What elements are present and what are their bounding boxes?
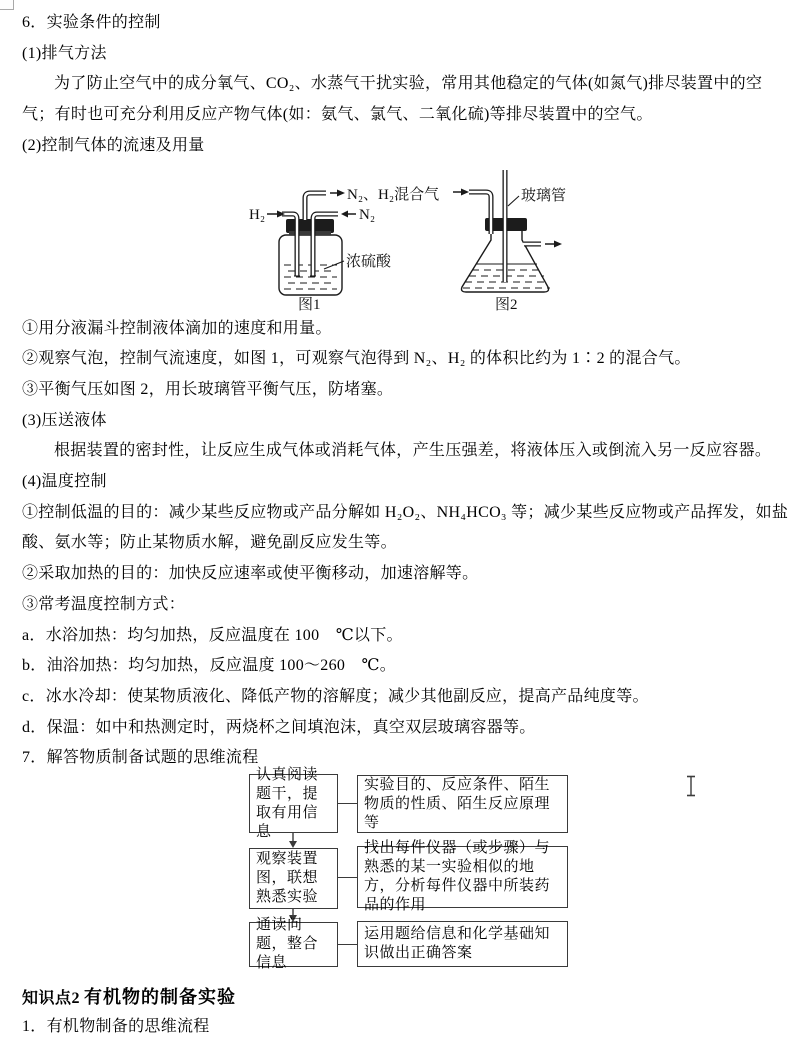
flowchart-down-arrow-1 xyxy=(287,832,299,848)
acid-label: 浓硫酸 xyxy=(346,253,392,270)
mix-out-arrow xyxy=(330,189,345,196)
apparatus-figures xyxy=(244,162,789,314)
n2-label: N₂ xyxy=(359,206,376,223)
flowchart-step3-left-text: 通读问题，整合信息 xyxy=(256,917,319,972)
figure1-caption: 图1 xyxy=(298,296,321,313)
text-cursor-icon xyxy=(684,775,698,797)
outlet-arrow xyxy=(545,240,562,247)
flowchart-step2-left xyxy=(249,848,338,909)
tube-pointer-line xyxy=(508,196,519,206)
figure2-conical-flask xyxy=(439,162,589,314)
flowchart-step1-right xyxy=(357,775,568,833)
flowchart-connector-3 xyxy=(338,944,357,945)
flow-item-1: ①用分液漏斗控制液体滴加的速度和用量。 xyxy=(22,319,332,337)
press-liquid-title: (3)压送液体 xyxy=(22,411,107,429)
temp-way-c: c．冰水冷却：使某物质液化、降低产物的溶解度；减少其他副反应，提高产品纯度等。 xyxy=(22,687,649,705)
temp-way-d: d．保温：如中和热测定时，两烧杯之间填泡沫，真空双层玻璃容器等。 xyxy=(22,718,536,736)
press-liquid-paragraph: 根据装置的密封性，让反应生成气体或消耗气体，产生压强差，将液体压入或倒流入另一反应容器。 xyxy=(54,442,772,460)
temp-item-3: ③常考温度控制方式： xyxy=(22,595,186,613)
gas-flow-title: (2)控制气体的流速及用量 xyxy=(22,136,205,154)
n2-in-arrow xyxy=(341,210,356,217)
organic-flow-item: 1．有机物制备的思维流程 xyxy=(22,1018,210,1036)
glass-tube-label: 玻璃管 xyxy=(521,187,567,204)
temperature-title: (4)温度控制 xyxy=(22,473,107,491)
figure1-gas-washing-bottle xyxy=(244,162,439,314)
exhaust-method-paragraph: 为了防止空气中的成分氧气、CO₂、水蒸气干扰实验，常用其他稳定的气体(如氮气)排尽装置中的空气；有时也可充分利用反应产物气体(如：氨气、氯气、二氧化硫)等排尽装置中的空气。 xyxy=(22,75,763,124)
temp-way-a: a．水浴加热：均匀加热，反应温度在 100 ℃以下。 xyxy=(22,626,403,644)
flowchart-step3-right-text: 运用题给信息和化学基础知识做出正确答案 xyxy=(364,926,551,962)
h2-label: H₂ xyxy=(249,206,266,223)
flowchart-step1-right-text: 实验目的、反应条件、陌生物质的性质、陌生反应原理等 xyxy=(364,776,551,831)
flow-item-3: ③平衡气压如图 2，用长玻璃管平衡气压，防堵塞。 xyxy=(22,380,394,398)
section-7-heading: 7．解答物质制备试题的思维流程 xyxy=(22,749,259,767)
flow-item-2: ②观察气泡，控制气流速度，如图 1，可观察气泡得到 N₂、H₂ 的体积比约为 1∶2 的混合气。 xyxy=(22,350,691,368)
exhaust-method-title: (1)排气方法 xyxy=(22,44,107,62)
flowchart-connector-1 xyxy=(338,803,357,804)
knowledge-point-2-heading xyxy=(22,984,789,1012)
flowchart-step2-right-text: 找出每件仪器（或步骤）与熟悉的某一实验相似的地方，分析每件仪器中所装药品的作用 xyxy=(364,840,551,914)
knowledge-point-2-title: 有机物的制备实验 xyxy=(84,987,237,1008)
flowchart-step3-right xyxy=(357,921,568,967)
figure2-caption: 图2 xyxy=(495,296,518,313)
knowledge-point-2-label: 知识点2 xyxy=(22,990,81,1008)
bottle-stopper xyxy=(286,219,334,233)
flowchart-step3-left xyxy=(249,917,338,972)
mix-gas-label: N₂、H₂混合气 xyxy=(347,186,439,203)
temp-item-2: ②采取加热的目的：加快反应速率或使平衡移动，加速溶解等。 xyxy=(22,565,479,583)
thinking-flowchart xyxy=(22,766,789,972)
flowchart-step1-left xyxy=(249,766,338,840)
temp-item-1: ①控制低温的目的：减少某些反应物或产品分解如 H₂O₂、NH₄HCO₃ 等；减少某些反应物或产品挥发，如盐酸、氨水等；防止某物质水解，避免副反应发生等。 xyxy=(22,503,789,552)
flowchart-step2-left-text: 观察装置图，联想熟悉实验 xyxy=(256,851,319,906)
section-6-heading: 6．实验条件的控制 xyxy=(22,14,161,31)
flowchart-connector-2 xyxy=(338,877,357,878)
inlet-arrow xyxy=(453,188,469,195)
temp-way-b: b．油浴加热：均匀加热，反应温度 100～260 ℃。 xyxy=(22,657,396,675)
flowchart-step2-right xyxy=(357,840,568,914)
flowchart-step1-left-text: 认真阅读题干，提取有用信息 xyxy=(256,766,319,840)
